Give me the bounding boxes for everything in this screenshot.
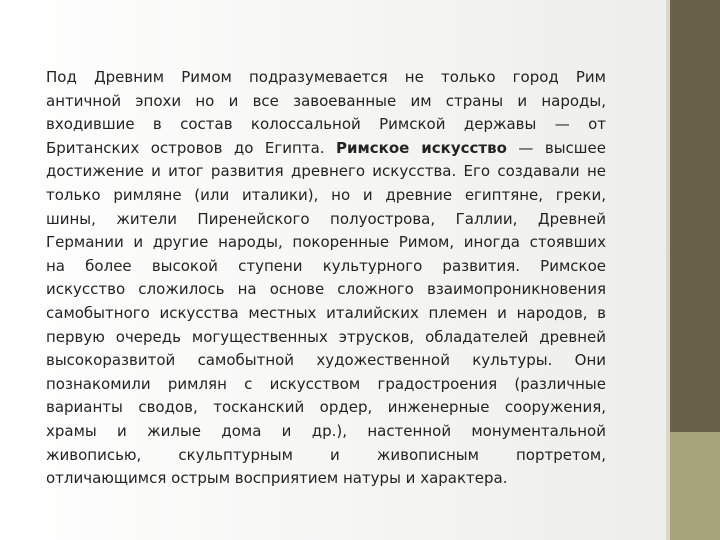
text-segment: Британских островов до Египта. (46, 138, 325, 157)
text-line: варианты сводов, тосканский ордер, инженерные сооружения, (46, 398, 606, 417)
text-line: Под Древним Римом подразумевается не только город Рим (46, 68, 606, 86)
text-line: высокоразвитой самобытной художественной культуры. Они (46, 351, 606, 370)
text-line: храмы и жилые дома и др.), настенной монументальной (46, 421, 606, 440)
sidebar-accent-block (670, 432, 720, 540)
text-line: самобытного искусства местных италийских племен и народов, в (46, 303, 606, 322)
text-line: только римляне (или италики), но и древние египтяне, греки, (46, 185, 606, 204)
text-line: достижение и итог развития древнего искусства. Его создавали не (46, 162, 606, 181)
emphasized-term: Римское искусство (336, 138, 507, 157)
text-line-with-emphasis (46, 137, 606, 161)
text-line: шины, жители Пиренейского полуострова, Галлии, Древней (46, 209, 606, 228)
text-line: на более высокой ступени культурного развития. Римское (46, 256, 606, 275)
body-text (46, 66, 606, 491)
text-line: Германии и другие народы, покоренные Римом, иногда стоявших (46, 233, 606, 252)
text-segment: — высшее (518, 138, 606, 157)
text-line: первую очередь могущественных этрусков, обладателей древней (46, 327, 606, 346)
text-line: отличающимся острым восприятием натуры и характера. (46, 469, 508, 488)
text-line: познакомили римлян с искусством градостроения (различные (46, 374, 606, 393)
text-line: античной эпохи но и все завоеванные им страны и народы, (46, 91, 606, 110)
text-line: живописью, скульптурным и живописным портретом, (46, 445, 606, 464)
text-line: входившие в состав колоссальной Римской державы — от (46, 115, 606, 134)
text-line: искусство сложилось на основе сложного взаимопроникновения (46, 280, 606, 299)
